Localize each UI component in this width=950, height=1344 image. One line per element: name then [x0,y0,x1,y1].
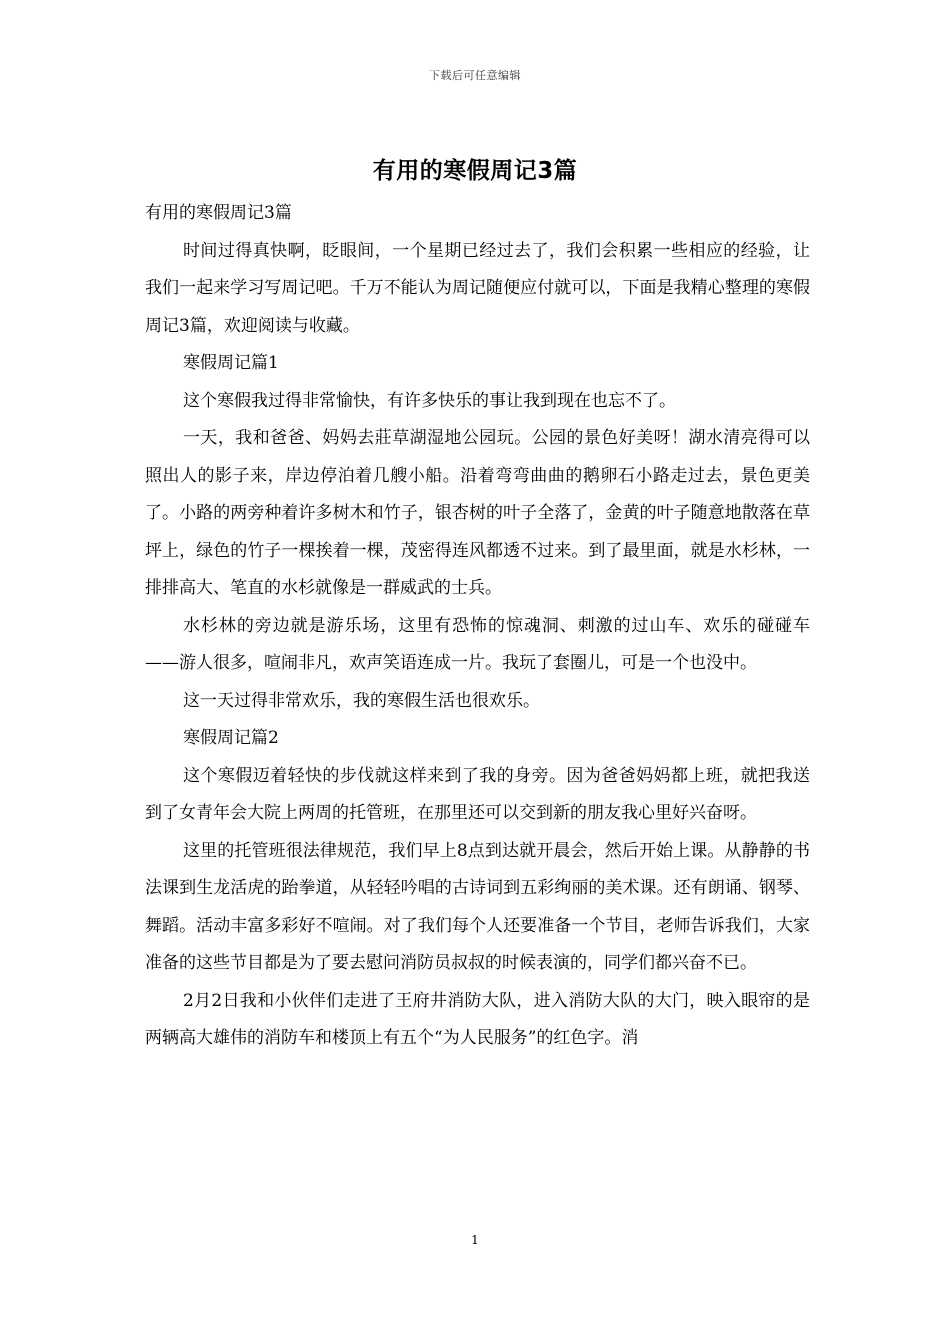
section-heading-1: 寒假周记篇1 [183,353,279,373]
body-paragraph: 这一天过得非常欢乐，我的寒假生活也很欢乐。 [183,690,540,711]
intro-paragraph: 时间过得真快啊，眨眼间，一个星期已经过去了，我们会积累一些相应的经验，让我们一起来学习写周记吧。千万不能认为周记随便应付就可以，下面是我精心整理的寒假周记3篇，欢迎阅读与收藏。 [145,240,810,336]
subtitle-paragraph: 有用的寒假周记3篇 [145,203,292,223]
body-paragraph: 这里的托管班很法律规范，我们早上8点到达就开晨会，然后开始上课。从静静的书法课到生龙活虎的跆拳道，从轻轻吟唱的古诗词到五彩绚丽的美术课。还有朗诵、钢琴、舞蹈。活动丰富多彩好不喧闹。对了我们每个人还要准备一个节目，老师告诉我们，大家准备的这些节目都是为了要去慰问消防员叔叔的时候表演的，同学们都兴奋不已。 [145,840,810,973]
document-title: 有用的寒假周记3篇 [372,158,578,184]
body-paragraph: 一天，我和爸爸、妈妈去莊草湖湿地公园玩。公园的景色好美呀！湖水清亮得可以照出人的影子来，岸边停泊着几艘小船。沿着弯弯曲曲的鹅卵石小路走过去，景色更美了。小路的两旁种着许多树木和竹子，银杏树的叶子全落了，金黄的叶子随意地散落在草坪上，绿色的竹子一棵挨着一棵，茂密得连风都透不过来。到了最里面，就是水杉林，一排排高大、笔直的水杉就像是一群威武的士兵。 [145,428,810,598]
page-number: 1 [471,1233,479,1247]
body-paragraph: 这个寒假迈着轻快的步伐就这样来到了我的身旁。因为爸爸妈妈都上班，就把我送到了女青年会大院上两周的托管班，在那里还可以交到新的朋友我心里好兴奋呀。 [145,765,810,823]
header-note: 下载后可任意编辑 [429,69,521,82]
body-paragraph: 水杉林的旁边就是游乐场，这里有恐怖的惊魂洞、刺激的过山车、欢乐的碰碰车——游人很多，喧闹非凡，欢声笑语连成一片。我玩了套圈儿，可是一个也没中。 [145,615,810,673]
section-heading-2: 寒假周记篇2 [183,728,279,748]
document-body [145,195,810,1058]
body-paragraph: 2月2日我和小伙伴们走进了王府井消防大队，进入消防大队的大门，映入眼帘的是两辆高大雄伟的消防车和楼顶上有五个“为人民服务”的红色字。消 [145,990,810,1048]
body-paragraph: 这个寒假我过得非常愉快，有许多快乐的事让我到现在也忘不了。 [183,390,676,411]
